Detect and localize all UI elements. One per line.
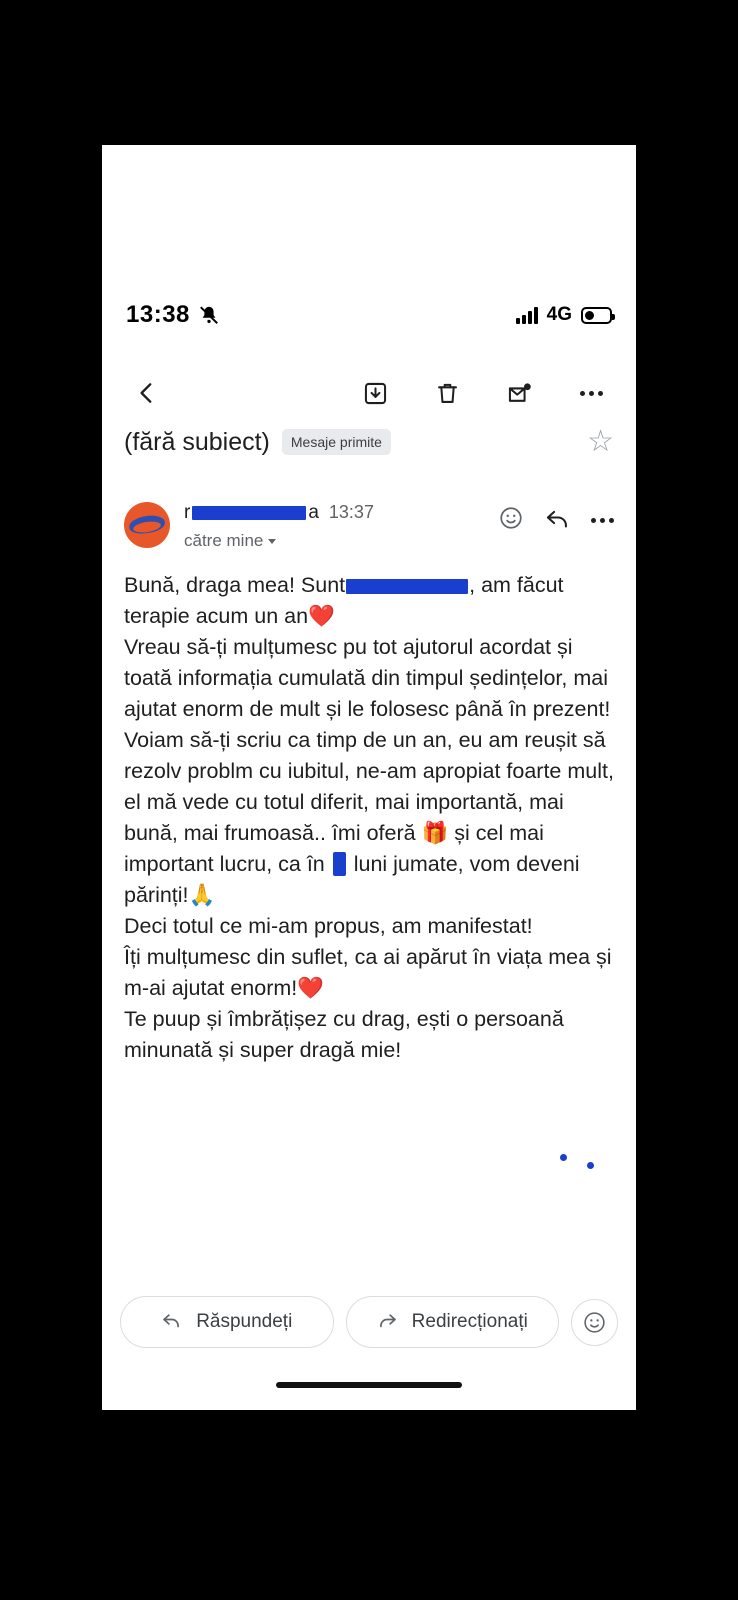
redaction-bar (346, 579, 468, 594)
top-toolbar (102, 363, 636, 423)
network-type-label: 4G (546, 304, 572, 325)
bottom-action-bar (102, 1296, 636, 1348)
signal-strength-icon (516, 306, 538, 324)
reply-arrow-icon[interactable] (544, 504, 571, 536)
sender-row (102, 500, 636, 551)
inbox-label-chip[interactable]: Mesaje primite (282, 429, 391, 455)
more-options-icon[interactable] (591, 518, 614, 523)
home-indicator[interactable] (276, 1382, 462, 1388)
forward-arrow-icon (377, 1309, 398, 1336)
overflow-dots (591, 518, 614, 523)
back-arrow-icon[interactable] (124, 370, 170, 416)
avatar[interactable] (124, 502, 170, 548)
redaction-bar (192, 506, 306, 520)
recipient-line[interactable] (184, 531, 374, 551)
more-options-icon[interactable] (568, 370, 614, 416)
message-actions (498, 500, 614, 536)
sender-name (184, 502, 319, 524)
chevron-down-icon (268, 539, 276, 544)
body-line-2: terapie acum un an❤️ (124, 604, 335, 628)
trash-icon[interactable] (424, 370, 470, 416)
body-paragraph-2: Vreau să-ți mulțumesc pu tot ajutorul acordat și toată informația cumulată din timpul ședințelor, mai ajutat enorm de mult și le folosesc până în prezent! (124, 635, 614, 721)
redaction-blob (333, 852, 346, 876)
reply-button-label: Răspundeți (196, 1311, 293, 1332)
status-bar (102, 295, 636, 335)
recipient-label: către mine (184, 531, 264, 550)
body-paragraph-6: Te puup și îmbrățișez cu drag, ești o persoană minunată și super dragă mie! (124, 1007, 570, 1062)
sender-name-suffix: a (308, 502, 319, 523)
emoji-reaction-icon[interactable] (498, 505, 524, 536)
body-paragraph-4: Deci totul ce mi-am propus, am manifestat! (124, 914, 533, 938)
body-line-1-b: , am făcut (469, 573, 564, 597)
status-bar-left (126, 301, 220, 329)
mark-unread-icon[interactable] (496, 370, 542, 416)
email-app-screen (102, 145, 636, 1410)
sender-name-line (184, 502, 374, 524)
email-body (124, 570, 620, 1066)
bell-muted-icon (198, 304, 220, 326)
reply-button[interactable] (120, 1296, 334, 1348)
subject-row (102, 427, 636, 457)
message-time: 13:37 (328, 502, 374, 522)
emoji-picker-icon[interactable] (571, 1299, 618, 1346)
forward-button-label: Redirecționați (411, 1311, 528, 1332)
status-time: 13:38 (126, 301, 190, 328)
status-bar-right (516, 304, 612, 326)
body-paragraph-5: Îți mulțumesc din suflet, ca ai apărut în viața mea și m-ai ajutat enorm!❤️ (124, 945, 618, 1000)
forward-button[interactable] (346, 1296, 560, 1348)
page-title: (fără subiect) (124, 427, 270, 456)
body-paragraph-3-a: Voiam să-ți scriu ca timp de un an, eu am reușit să rezolv problm cu iubitul, ne-am apropiat foarte mult, el mă vede cu totul diferit, mai importantă, mai bună, mai frumoasă.. îmi oferă 🎁 și cel mai important lucru, ca în (124, 728, 620, 876)
battery-icon (581, 307, 612, 324)
archive-icon[interactable] (352, 370, 398, 416)
sender-details (184, 500, 374, 551)
body-line-1-a: Bună, draga mea! Sunt (124, 573, 346, 597)
reply-arrow-icon (161, 1309, 182, 1336)
star-icon[interactable]: ☆ (587, 425, 614, 458)
stray-dots-decoration (560, 1150, 594, 1178)
overflow-dots (580, 391, 603, 396)
body-paragraph-3-b: luni jumate, vom deveni părinți!🙏 (124, 852, 586, 907)
sender-name-prefix: r (184, 502, 191, 523)
